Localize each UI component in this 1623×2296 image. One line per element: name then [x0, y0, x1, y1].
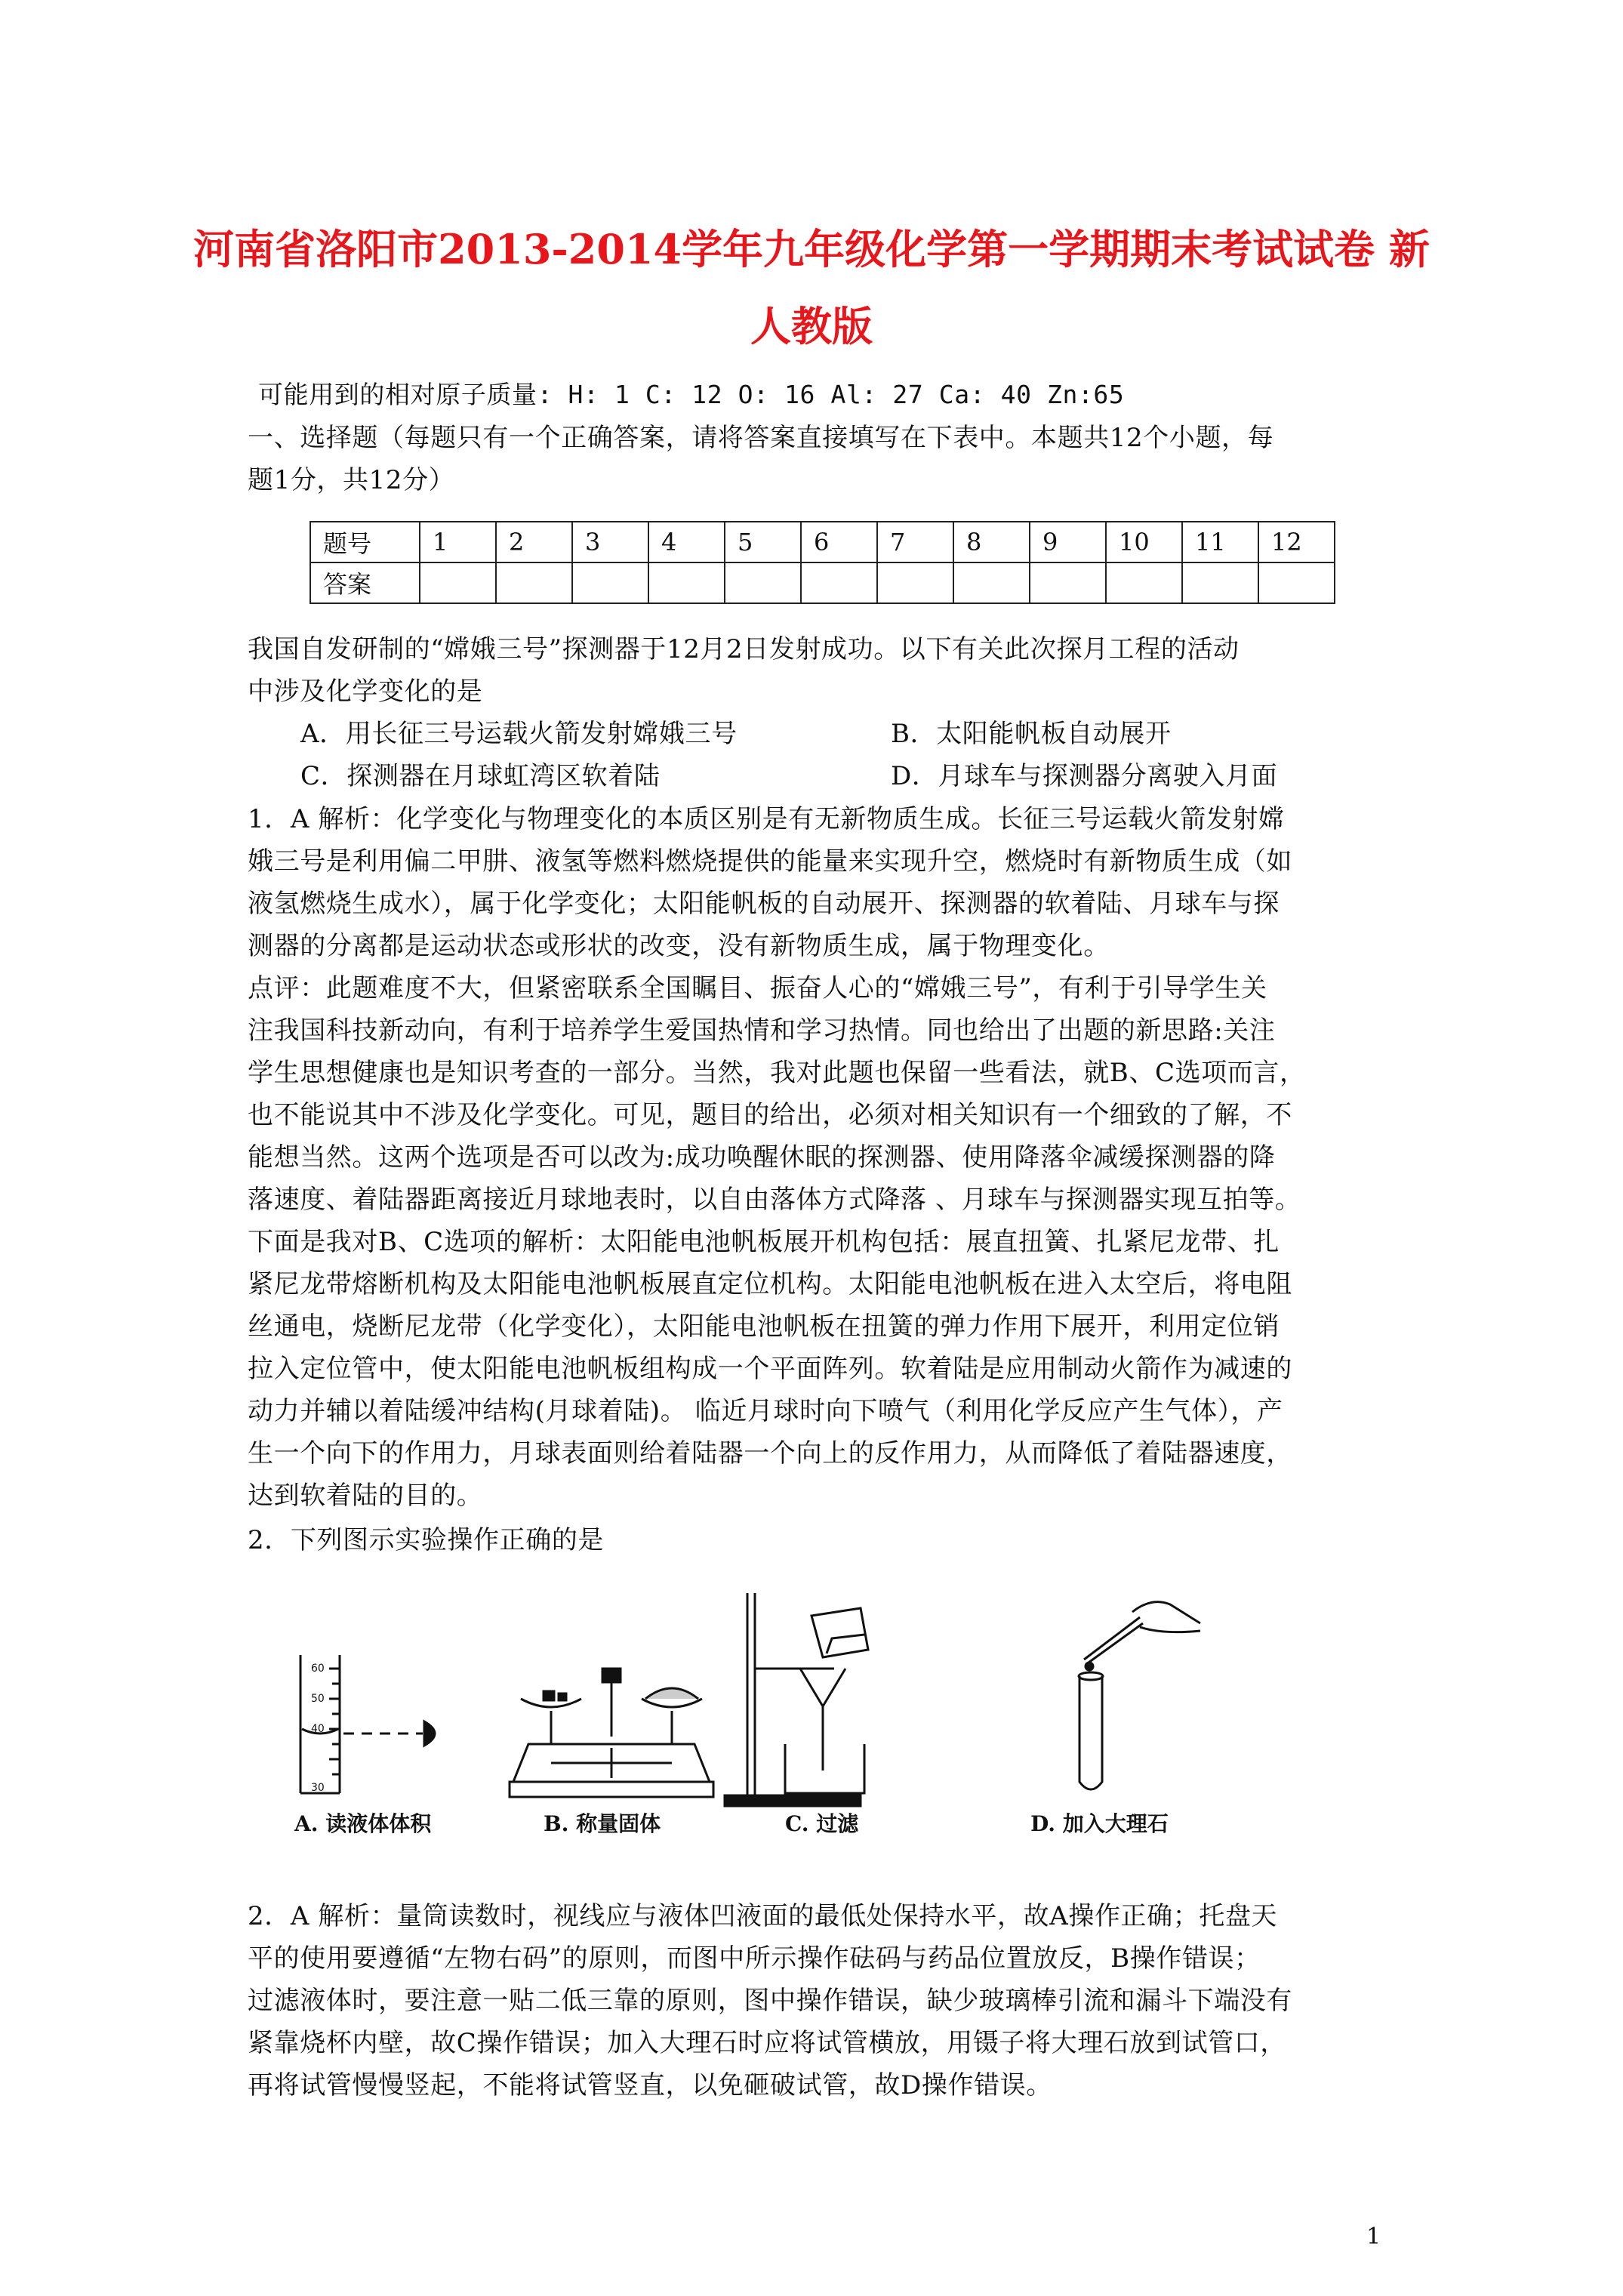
table-cell-number: 10 [1106, 522, 1182, 562]
table-cell-number: 3 [572, 522, 648, 562]
analysis2-line: 过滤液体时，要注意一贴二低三靠的原则，图中操作错误，缺少玻璃棒引流和漏斗下端没有 [248, 1986, 1292, 2016]
analysis1-line: 点评：此题难度不大，但紧密联系全国瞩目、振奋人心的“嫦娥三号”，有利于引导学生关 [248, 973, 1267, 1003]
table-cell-number: 9 [1030, 522, 1106, 562]
answer-cell[interactable] [877, 562, 953, 603]
table-header-number: 题号 [310, 522, 420, 562]
q1-option-a: A．用长征三号运载火箭发射嫦娥三号 [300, 719, 738, 749]
cylinder-tick-label: 30 [311, 1782, 325, 1794]
analysis1-line: 也不能说其中不涉及化学变化。可见，题目的给出，必须对相关知识有一个细致的了解，不 [248, 1100, 1292, 1130]
analysis1-line: 1．A 解析：化学变化与物理变化的本质区别是有无新物质生成。长征三号运载火箭发射嫦 [248, 804, 1285, 834]
table-cell-number: 5 [725, 522, 801, 562]
analysis1-line: 学生思想健康也是知识考查的一部分。当然，我对此题也保留一些看法，就B、C选项而言， [248, 1058, 1306, 1088]
analysis1-line: 紧尼龙带熔断机构及太阳能电池帆板展直定位机构。太阳能电池帆板在进入太空后，将电阻 [248, 1269, 1292, 1299]
q1-option-c: C．探测器在月球虹湾区软着陆 [300, 761, 661, 791]
table-cell-number: 6 [801, 522, 877, 562]
q1-stem-line-2: 中涉及化学变化的是 [248, 676, 483, 707]
answer-cell[interactable] [953, 562, 1030, 603]
analysis1-line: 注我国科技新动向，有利于培养学生爱国热情和学习热情。同也给出了出题的新思路:关注 [248, 1015, 1276, 1046]
analysis1-line: 拉入定位管中，使太阳能电池帆板组构成一个平面阵列。软着陆是应用制动火箭作为减速的 [248, 1354, 1292, 1384]
table-cell-number: 11 [1182, 522, 1258, 562]
figure-caption-c: C. 过滤 [785, 1811, 859, 1836]
table-cell-number: 7 [877, 522, 953, 562]
table-cell-number: 8 [953, 522, 1030, 562]
analysis2-line: 紧靠烧杯内壁，故C操作错误；加入大理石时应将试管横放，用镊子将大理石放到试管口， [248, 2028, 1287, 2058]
filtration-drawing [725, 1593, 868, 1806]
cylinder-tick-label: 50 [311, 1693, 325, 1705]
answer-cell[interactable] [1182, 562, 1258, 603]
table-row-numbers [310, 522, 1335, 562]
answer-cell[interactable] [1258, 562, 1335, 603]
figure-caption-d: D. 加入大理石 [1030, 1811, 1169, 1836]
q1-stem-line-1: 我国自发研制的“嫦娥三号”探测器于12月2日发射成功。以下有关此次探月工程的活动 [248, 634, 1240, 664]
analysis2-line: 再将试管慢慢竖起，不能将试管竖直，以免砸破试管，故D操作错误。 [248, 2070, 1052, 2100]
document-title-line-2: 人教版 [750, 302, 873, 350]
table-row-answers [310, 562, 1335, 603]
analysis1-line: 落速度、着陆器距离接近月球地表时，以自由落体方式降落 、月球车与探测器实现互拍等。 [248, 1185, 1301, 1215]
table-cell-number: 12 [1258, 522, 1335, 562]
balance-drawing [510, 1669, 713, 1797]
answer-cell[interactable] [648, 562, 725, 603]
analysis1-line: 达到软着陆的目的。 [248, 1481, 483, 1511]
cylinder-tick-label: 60 [311, 1663, 325, 1675]
table-cell-number: 2 [496, 522, 572, 562]
figure-caption-a: A. 读液体体积 [294, 1811, 432, 1836]
answer-cell[interactable] [572, 562, 648, 603]
q1-option-d: D．月球车与探测器分离驶入月面 [891, 761, 1278, 791]
page-number: 1 [1366, 2224, 1381, 2250]
analysis1-line: 液氢燃烧生成水），属于化学变化；太阳能帆板的自动展开、探测器的软着陆、月球车与探 [248, 889, 1280, 919]
analysis1-line: 娥三号是利用偏二甲肼、液氢等燃料燃烧提供的能量来实现升空，燃烧时有新物质生成（如 [248, 846, 1292, 877]
analysis2-line: 2．A 解析：量筒读数时，视线应与液体凹液面的最低处保持水平，故A操作正确；托盘天 [248, 1901, 1278, 1931]
section-heading-line-1: 一、选择题（每题只有一个正确答案，请将答案直接填写在下表中。本题共12个小题，每 [248, 423, 1274, 453]
q1-option-b: B．太阳能帆板自动展开 [891, 719, 1172, 749]
cylinder-tick-label: 40 [311, 1723, 325, 1735]
table-cell-number: 1 [420, 522, 496, 562]
answer-cell[interactable] [1030, 562, 1106, 603]
table-header-answer: 答案 [310, 562, 420, 603]
analysis1-line: 丝通电，烧断尼龙带（化学变化），太阳能电池帆板在扭簧的弹力作用下展开，利用定位销 [248, 1311, 1280, 1342]
answer-cell[interactable] [420, 562, 496, 603]
answer-cell[interactable] [801, 562, 877, 603]
analysis1-line: 能想当然。这两个选项是否可以改为:成功唤醒休眠的探测器、使用降落伞减缓探测器的降 [248, 1142, 1276, 1173]
analysis1-line: 动力并辅以着陆缓冲结构(月球着陆)。 临近月球时向下喷气（利用化学反应产生气体），产 [248, 1396, 1283, 1426]
q2-stem: 2．下列图示实验操作正确的是 [248, 1525, 605, 1555]
test-tube-drawing [1079, 1602, 1200, 1789]
answer-table [310, 521, 1335, 604]
answer-cell[interactable] [1106, 562, 1182, 603]
document-title-line-1: 河南省洛阳市2013-2014学年九年级化学第一学期期末考试试卷 新 [193, 225, 1430, 273]
analysis1-line: 生一个向下的作用力，月球表面则给着陆器一个向上的反作用力，从而降低了着陆器速度， [248, 1438, 1292, 1469]
analysis2-line: 平的使用要遵循“左物右码”的原则，而图中所示操作砝码与药品位置放反，B操作错误； [248, 1943, 1261, 1974]
lab-operations-figure [264, 1593, 1246, 1842]
figure-caption-b: B. 称量固体 [544, 1811, 661, 1836]
section-heading-line-2: 题1分，共12分） [248, 465, 455, 495]
answer-cell[interactable] [725, 562, 801, 603]
analysis1-line: 测器的分离都是运动状态或形状的改变，没有新物质生成，属于物理变化。 [248, 931, 1110, 961]
atomic-masses: 可能用到的相对原子质量: H: 1 C: 12 O: 16 Al: 27 Ca: 40 Zn:65 [258, 380, 1125, 409]
table-cell-number: 4 [648, 522, 725, 562]
answer-cell[interactable] [496, 562, 572, 603]
analysis1-line: 下面是我对B、C选项的解析：太阳能电池帆板展开机构包括：展直扭簧、扎紧尼龙带、扎 [248, 1227, 1280, 1257]
